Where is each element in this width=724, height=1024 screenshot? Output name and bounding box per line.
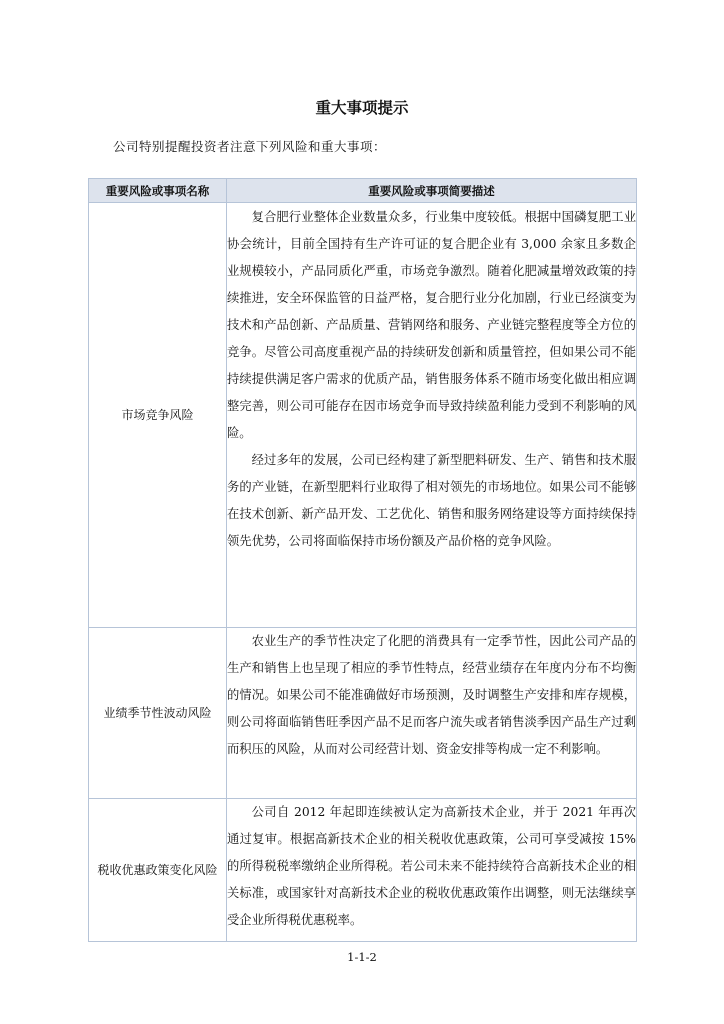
- risk-name: 业绩季节性波动风险: [89, 628, 227, 799]
- table-row: [89, 628, 637, 799]
- risk-name: 市场竞争风险: [89, 203, 227, 628]
- risk-description: [227, 799, 637, 942]
- table-row: [89, 799, 637, 942]
- header-risk-name: 重要风险或事项名称: [89, 179, 227, 203]
- page-number: 1-1-2: [347, 950, 377, 964]
- description-paragraph: 复合肥行业整体企业数量众多，行业集中度较低。根据中国磷复肥工业协会统计，目前全国持有生产许可证的复合肥企业有 3,000 余家且多数企业规模较小，产品同质化严重，市场竞争激烈。随着化肥减量增效政策的持续推进，安全环保监管的日益严格，复合肥行业分化加剧，行业已经演变为技术和产品创新、产品质量、营销网络和服务、产业链完整程度等全方位的竞争。尽管公司高度重视产品的持续研发创新和质量管控，但如果公司不能持续提供满足客户需求的优质产品，销售服务体系不随市场变化做出相应调整完善，则公司可能存在因市场竞争而导致持续盈利能力受到不利影响的风险。: [227, 210, 636, 440]
- risk-description: [227, 628, 637, 799]
- table-row: [89, 203, 637, 628]
- risk-description: [227, 203, 637, 628]
- description-paragraph: 公司自 2012 年起即连续被认定为高新技术企业，并于 2021 年再次通过复审。根据高新技术企业的相关税收优惠政策，公司可享受减按 15%的所得税税率缴纳企业所得税。若公司未来不能持续符合高新技术企业的相关标准，或国家针对高新技术企业的税收优惠政策作出调整，则无法继续享受企业所得税优惠税率。: [227, 805, 636, 927]
- page-title: 重大事项提示: [315, 99, 409, 117]
- risk-name: 税收优惠政策变化风险: [89, 799, 227, 942]
- header-risk-description: 重要风险或事项简要描述: [227, 179, 637, 203]
- description-paragraph: 经过多年的发展，公司已经构建了新型肥料研发、生产、销售和技术服务的产业链，在新型肥料行业取得了相对领先的市场地位。如果公司不能够在技术创新、新产品开发、工艺优化、销售和服务网络建设等方面持续保持领先优势，公司将面临保持市场份额及产品价格的竞争风险。: [227, 453, 636, 548]
- table-header-row: [89, 179, 637, 203]
- description-paragraph: 农业生产的季节性决定了化肥的消费具有一定季节性，因此公司产品的生产和销售上也呈现了相应的季节性特点，经营业绩存在年度内分布不均衡的情况。如果公司不能准确做好市场预测，及时调整生产安排和库存规模，则公司将面临销售旺季因产品不足而客户流失或者销售淡季因产品生产过剩而积压的风险，从而对公司经营计划、资金安排等构成一定不利影响。: [227, 634, 636, 756]
- intro-text: 公司特别提醒投资者注意下列风险和重大事项：: [113, 139, 387, 154]
- risk-table: [88, 178, 637, 942]
